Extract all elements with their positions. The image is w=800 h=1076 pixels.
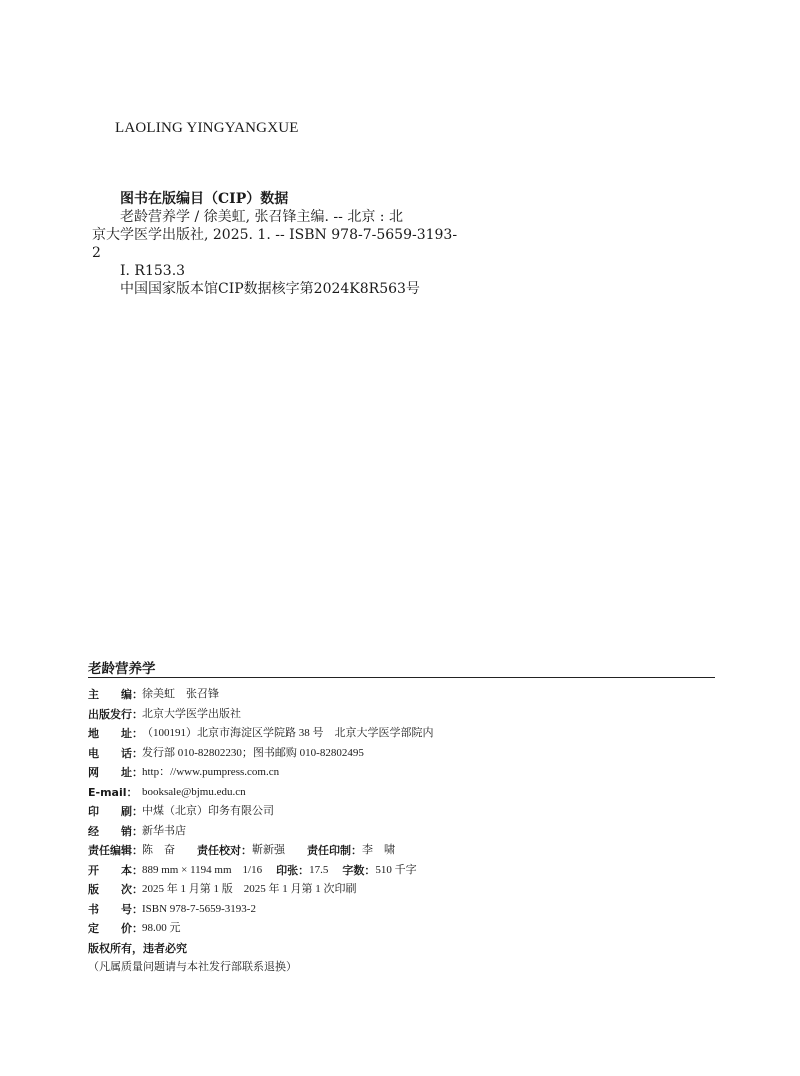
info-label: 责任编辑： <box>88 844 143 857</box>
words-value: 510 千字 <box>375 863 417 876</box>
info-value: 新华书店 <box>142 824 186 837</box>
info-value: 陈 奋 <box>142 844 175 856</box>
info-row-address <box>88 724 715 744</box>
info-row-editors <box>88 841 715 861</box>
sheets-value: 17.5 <box>309 863 329 876</box>
info-row-email <box>88 783 715 803</box>
info-value: （100191）北京市海淀区学院路 38 号 北京大学医学部院内 <box>142 727 434 739</box>
return-notice-text: （凡属质量问题请与本社发行部联系退换） <box>88 961 297 973</box>
info-label: 主 编： <box>88 688 143 701</box>
print-value: 李 啸 <box>362 844 395 856</box>
info-row-price <box>88 919 715 939</box>
info-value: http：//www.pumpress.com.cn <box>142 766 280 778</box>
info-row-editor <box>88 685 715 705</box>
info-row-edition <box>88 880 715 900</box>
return-notice <box>88 958 715 978</box>
info-row-publisher <box>88 705 715 725</box>
info-value: 北京大学医学出版社 <box>142 707 241 720</box>
info-label: 开 本： <box>88 863 143 877</box>
copyright-notice <box>88 939 715 959</box>
info-value: ISBN 978-7-5659-3193-2 <box>142 902 256 915</box>
info-label: 地 址： <box>88 727 143 740</box>
info-value: 2025 年 1 月第 1 版 2025 年 1 月第 1 次印刷 <box>142 883 357 895</box>
info-value: 发行部 010-82802230；图书邮购 010-82802495 <box>142 746 364 759</box>
info-row-format <box>88 861 715 881</box>
info-row-printer <box>88 802 715 822</box>
info-value: 98.00 元 <box>142 922 181 934</box>
pinyin-title: LAOLING YINGYANGXUE <box>115 120 299 136</box>
info-row-isbn <box>88 900 715 920</box>
info-label: 经 销： <box>88 824 143 838</box>
info-value: 中煤（北京）印务有限公司 <box>142 805 274 817</box>
info-label: 定 价： <box>88 922 143 935</box>
cip-classification: Ⅰ. R153.3 <box>120 263 186 279</box>
divider <box>88 677 715 678</box>
cip-heading: 图书在版编目（CIP）数据 <box>120 191 289 207</box>
book-title: 老龄营养学 <box>88 661 156 677</box>
words-label: 字数： <box>342 863 376 877</box>
proof-value: 靳新强 <box>252 844 285 856</box>
cip-line-1: 老龄营养学 / 徐美虹, 张召锋主编. -- 北京 : 北 <box>120 209 403 225</box>
copyright-text: 版权所有，违者必究 <box>88 941 187 955</box>
print-label: 责任印制： <box>307 844 362 857</box>
info-label: E-mail： <box>88 785 138 799</box>
info-value: booksale@bjmu.edu.cn <box>142 785 246 798</box>
info-row-phone <box>88 744 715 764</box>
cip-verification: 中国国家版本馆CIP数据核字第2024K8R563号 <box>120 281 420 297</box>
proof-label: 责任校对： <box>197 844 252 857</box>
info-row-distributor <box>88 822 715 842</box>
info-row-website <box>88 763 715 783</box>
cip-block <box>92 190 522 298</box>
colophon-info <box>88 685 715 978</box>
cip-line-3: 2 <box>92 245 101 261</box>
info-label: 网 址： <box>88 766 143 779</box>
info-label: 版 次： <box>88 883 143 896</box>
info-value: 889 mm × 1194 mm 1/16 <box>142 863 263 876</box>
cip-line-2: 京大学医学出版社, 2025. 1. -- ISBN 978-7-5659-3193- <box>92 227 458 243</box>
info-label: 电 话： <box>88 746 143 760</box>
info-label: 印 刷： <box>88 805 143 818</box>
info-label: 书 号： <box>88 902 143 916</box>
sheets-label: 印张： <box>276 863 310 877</box>
info-label: 出版发行： <box>88 707 143 721</box>
info-value: 徐美虹 张召锋 <box>142 688 219 700</box>
